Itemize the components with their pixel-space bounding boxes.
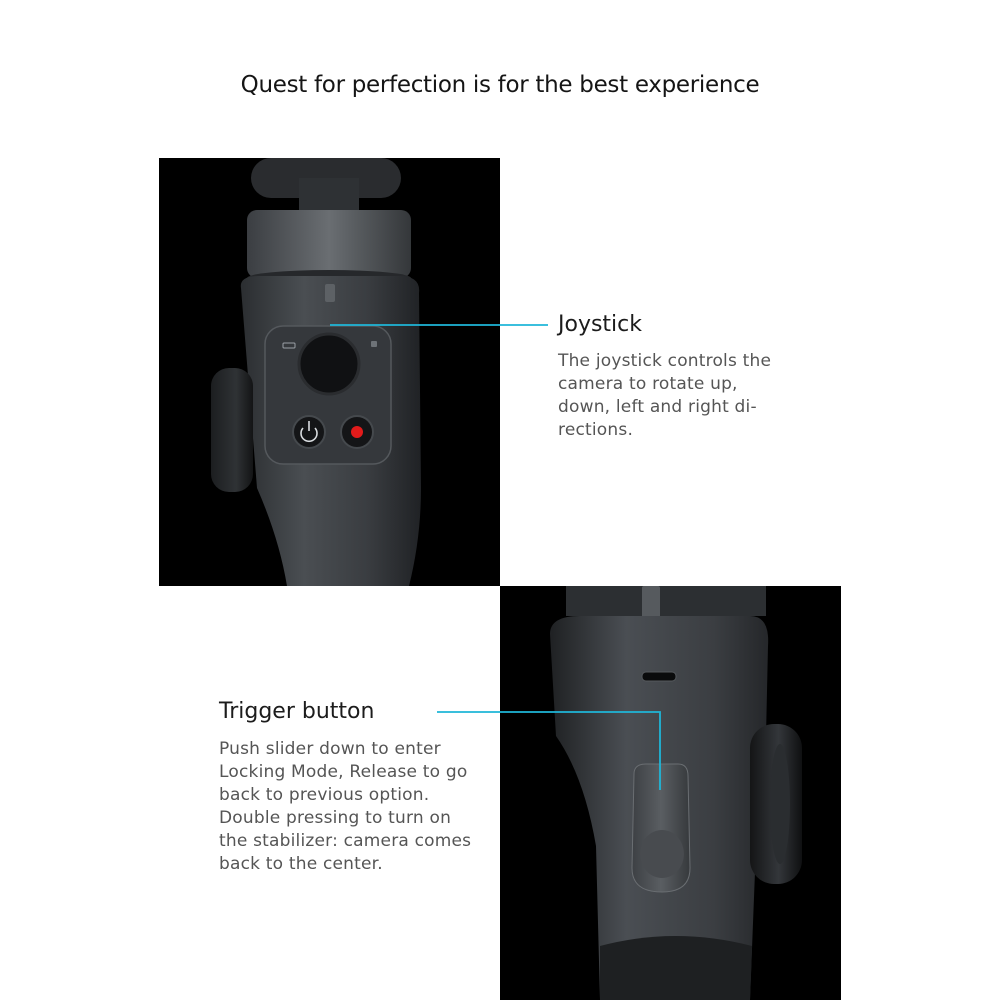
headline: Quest for perfection is for the best experience (240, 72, 760, 98)
joystick-description (558, 350, 798, 442)
joystick-description-line: The joystick controls the (558, 351, 772, 371)
trigger-description-line: Double pressing to turn on (219, 808, 452, 828)
joystick-control (299, 334, 359, 394)
trigger-description-line: Push slider down to enter (219, 739, 441, 759)
trigger-description-line: Locking Mode, Release to go (219, 762, 468, 782)
trigger-product-photo (500, 586, 841, 1000)
trigger-description-line: back to previous option. (219, 785, 430, 805)
record-icon (341, 416, 373, 448)
trigger-description (219, 738, 489, 876)
joystick-description-line: rections. (558, 420, 634, 440)
trigger-description-line: the stabilizer: camera comes (219, 831, 472, 851)
joystick-description-line: camera to rotate up, (558, 374, 738, 394)
joystick-title: Joystick (558, 312, 643, 337)
joystick-product-photo (159, 158, 500, 586)
trigger-title: Trigger button (219, 699, 375, 724)
trigger-description-line: back to the center. (219, 854, 383, 874)
power-icon (293, 416, 325, 448)
joystick-description-line: down, left and right di- (558, 397, 757, 417)
